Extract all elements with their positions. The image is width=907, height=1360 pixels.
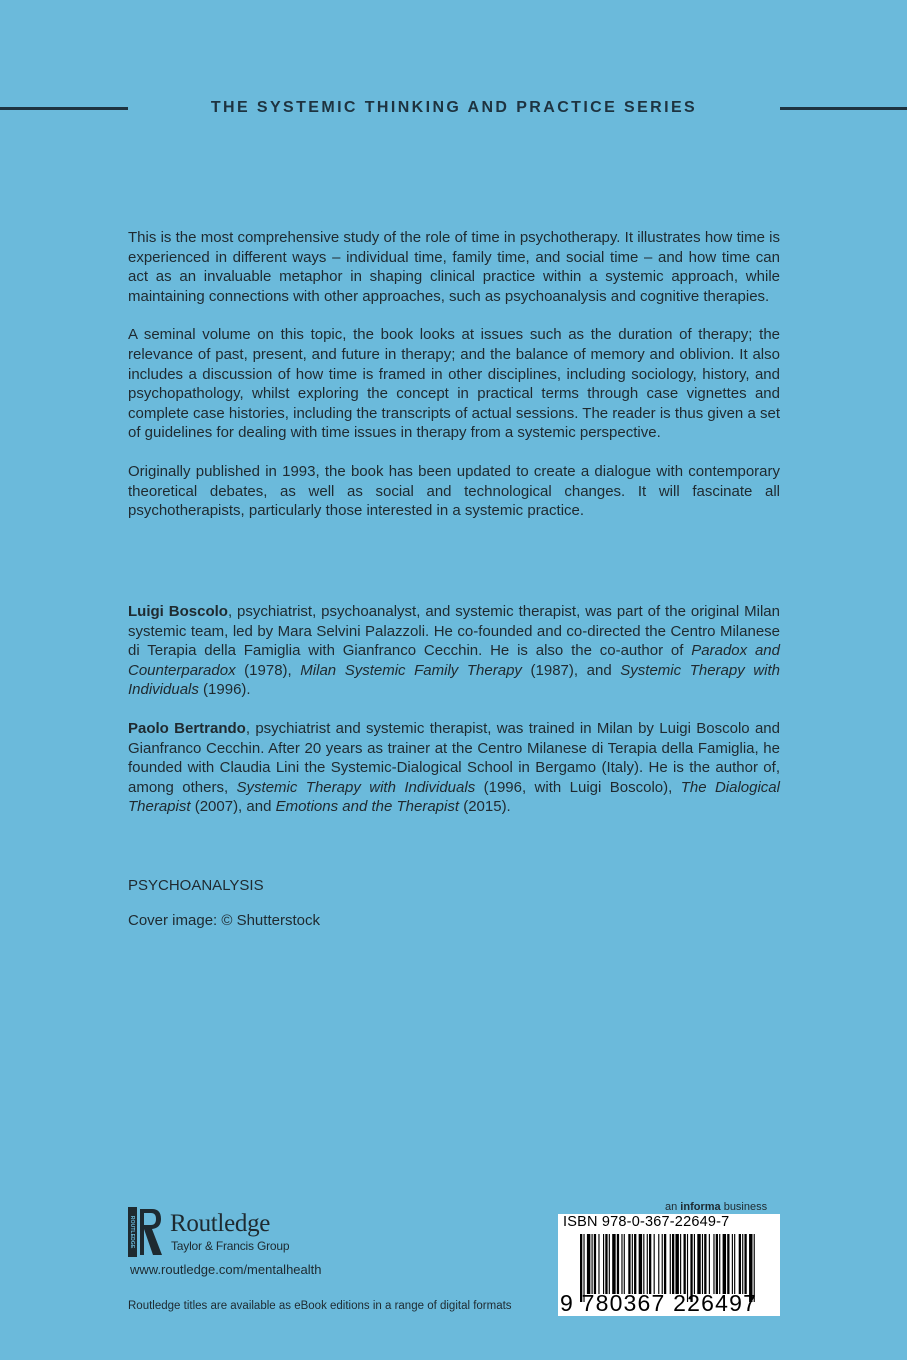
author-name: Paolo Bertrando bbox=[128, 719, 246, 737]
informa-tagline: an informa business bbox=[665, 1201, 768, 1213]
series-title: THE SYSTEMIC THINKING AND PRACTICE SERIES bbox=[210, 99, 698, 116]
barcode-bar bbox=[612, 1234, 615, 1294]
barcode-bar bbox=[734, 1234, 735, 1294]
barcode-bar bbox=[662, 1234, 663, 1294]
barcode-bar bbox=[713, 1234, 714, 1294]
book-title: The Dialogical Therapist bbox=[128, 778, 780, 816]
barcode-digits: 9 780367 226497 bbox=[560, 1290, 758, 1316]
barcode-bar bbox=[719, 1234, 720, 1294]
informa-brand: informa bbox=[680, 1201, 721, 1213]
barcode-bar bbox=[744, 1234, 746, 1294]
barcode-bar bbox=[694, 1234, 695, 1294]
isbn-barcode bbox=[558, 1214, 780, 1316]
author-name: Luigi Boscolo bbox=[128, 603, 228, 620]
barcode-bar bbox=[649, 1234, 651, 1294]
ebook-note: Routledge titles are available as eBook editions in a range of digital formats bbox=[128, 1300, 512, 1312]
series-rule-right bbox=[780, 107, 907, 110]
book-title: Systemic Therapy with Individuals bbox=[236, 778, 476, 796]
barcode-bar bbox=[723, 1234, 726, 1294]
barcode-bar bbox=[658, 1234, 659, 1294]
barcode-bar bbox=[594, 1234, 596, 1294]
barcode-bar bbox=[704, 1234, 706, 1294]
barcode-bar bbox=[624, 1234, 625, 1294]
author-bios bbox=[128, 602, 780, 836]
barcode-bar bbox=[603, 1234, 604, 1294]
book-title: Systemic Therapy with Individuals bbox=[128, 661, 780, 699]
barcode-bar bbox=[634, 1234, 636, 1294]
description-paragraph: This is the most comprehensive study of the role of time in psychotherapy. It illustrates how time is experienced in different ways – individual time, family time, and social time – and how time can act as an invaluable metaphor in shaping clinical practice within a systemic approach, while maintaining connections with other approaches, such as psychoanalysis and cognitive therapies. bbox=[128, 229, 780, 305]
barcode-bar bbox=[739, 1234, 741, 1294]
routledge-mark-icon bbox=[128, 1207, 164, 1257]
barcode-bar bbox=[587, 1234, 590, 1294]
spine-mark-text: ROUTLEDGE bbox=[129, 1215, 136, 1249]
cover-credit: Cover image: © Shutterstock bbox=[128, 912, 320, 929]
publisher-name: Routledge bbox=[170, 1210, 271, 1237]
barcode-bar bbox=[727, 1234, 729, 1294]
author-bio-boscolo: Luigi Boscolo, psychiatrist, psychoanalyst, and systemic therapist, was part of the original Milan systemic team, led by Mara Selvini Palazzoli. He co-founded and co-directed the Centro Milanese di Terapia della Famiglia with Gianfranco Cecchin. He is also the co-author of Paradox and Counterparadox (1978), Milan Systemic Family Therapy (1987), and Systemic Therapy with Individuals (1996). bbox=[128, 603, 780, 699]
description-paragraph: Originally published in 1993, the book has been updated to create a dialogue with contemporary theoretical debates, as well as social and technological changes. It will fascinate all psychotherapists, particularly those interested in a systemic practice. bbox=[128, 462, 780, 520]
book-title: Paradox and Counterparadox bbox=[128, 642, 780, 679]
barcode-bar bbox=[598, 1234, 599, 1294]
barcode-bar bbox=[672, 1234, 674, 1294]
barcode-bar bbox=[592, 1234, 593, 1294]
barcode-bar bbox=[702, 1234, 703, 1294]
routledge-logo bbox=[128, 1205, 308, 1257]
barcode-bar bbox=[670, 1234, 671, 1294]
barcode-bar bbox=[697, 1234, 700, 1294]
publisher-group: Taylor & Francis Group bbox=[171, 1239, 290, 1253]
description-paragraph: A seminal volume on this topic, the book looks at issues such as the duration of therapy; the relevance of past, present, and future in therapy; and the balance of memory and oblivion. It also includes a discussion of how time is framed in other disciplines, including sociology, history, and psychopathology, whilst exploring the concept in practical terms through case vignettes and complete case histories, including the transcripts of actual sessions. The reader is thus given a set of guidelines for dealing with time issues in therapy from a systemic perspective. bbox=[128, 326, 780, 442]
barcode-bar bbox=[639, 1234, 642, 1294]
barcode-bar bbox=[716, 1234, 718, 1294]
subject-category: PSYCHOANALYSIS bbox=[128, 877, 264, 894]
barcode-bar bbox=[647, 1234, 648, 1294]
barcode-bar bbox=[632, 1234, 633, 1294]
barcode-bar bbox=[617, 1234, 619, 1294]
barcode-bar bbox=[675, 1234, 678, 1294]
author-bio-bertrando: Paolo Bertrando, psychiatrist and systemic therapist, was trained in Milan by Luigi Boscolo and Gianfranco Cecchin. After 20 years as trainer at the Centro Milanese di Terapia della Famiglia, he founded with Claudia Lini the Systemic-Dialogical School in Bergamo (Italy). He is the author of, among others, Systemic Therapy with Individuals (1996, with Luigi Boscolo), The Dialogical Therapist (2007), and Emotions and the Therapist (2015). bbox=[128, 719, 780, 816]
barcode-bar bbox=[621, 1234, 622, 1294]
book-description bbox=[128, 228, 780, 540]
barcode-bar bbox=[680, 1234, 681, 1294]
barcode-bar bbox=[654, 1234, 655, 1294]
barcode-bar bbox=[609, 1234, 610, 1294]
barcode-bar bbox=[684, 1234, 686, 1294]
publisher-url[interactable]: www.routledge.com/mentalhealth bbox=[130, 1262, 322, 1277]
barcode-bar bbox=[709, 1234, 710, 1294]
book-title: Milan Systemic Family Therapy bbox=[300, 661, 522, 679]
barcode-bar bbox=[742, 1234, 743, 1294]
barcode-bar bbox=[605, 1234, 607, 1294]
barcode-bar bbox=[643, 1234, 644, 1294]
barcode-bar bbox=[732, 1234, 733, 1294]
barcode-bar bbox=[664, 1234, 666, 1294]
barcode-bar bbox=[628, 1234, 630, 1294]
isbn-label: ISBN 978-0-367-22649-7 bbox=[563, 1214, 730, 1230]
series-rule-left bbox=[0, 107, 128, 110]
book-title: Emotions and the Therapist bbox=[275, 798, 460, 816]
